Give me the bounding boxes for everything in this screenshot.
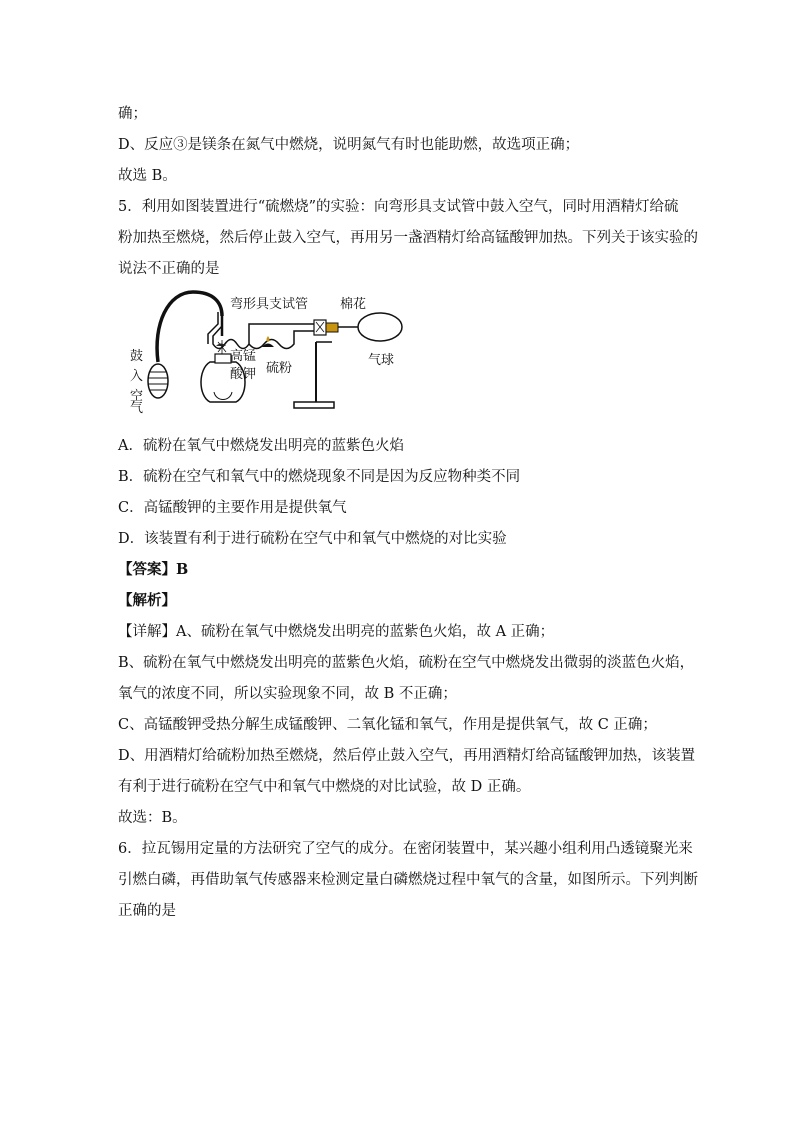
pump-bulb-icon <box>148 364 168 398</box>
air-label-2: 入 <box>130 369 144 384</box>
option-b: B．硫粉在空气和氧气中的燃烧现象不同是因为反应物种类不同 <box>118 469 521 485</box>
question-5-line-1: 5．利用如图装置进行“硫燃烧”的实验：向弯形具支试管中鼓入空气，同时用酒精灯给硫 <box>118 199 679 215</box>
explanation-line-4: C、高锰酸钾受热分解生成锰酸钾、二氧化锰和氧气，作用是提供氧气，故 C 正确； <box>118 717 657 733</box>
explanation-line-3: 氧气的浓度不同，所以实验现象不同，故 B 不正确； <box>118 686 457 702</box>
balloon-label: 气球 <box>368 353 395 368</box>
question-6-line-2: 引燃白磷，再借助氧气传感器来检测定量白磷燃烧过程中氧气的含量，如图所示。下列判断 <box>118 872 698 888</box>
tube-label: 弯形具支试管 <box>230 297 309 312</box>
apparatus-diagram <box>118 284 418 414</box>
option-c: C．高锰酸钾的主要作用是提供氧气 <box>118 500 347 516</box>
sulfur-label: 硫粉 <box>266 361 293 376</box>
question-6-line-1: 6．拉瓦锡用定量的方法研究了空气的成分。在密闭装置中，某兴趣小组利用凸透镜聚光来 <box>118 841 693 857</box>
text-line-2: D、反应③是镁条在氮气中燃烧，说明氮气有时也能助燃，故选项正确； <box>118 137 580 153</box>
text-line-3: 故选 B。 <box>118 168 177 184</box>
analysis-heading: 【解析】 <box>118 592 176 609</box>
air-label-4: 气 <box>130 401 144 414</box>
air-label-3: 空 <box>130 389 144 404</box>
option-d: D．该装置有利于进行硫粉在空气中和氧气中燃烧的对比实验 <box>118 531 507 547</box>
apparatus-figure <box>118 284 418 414</box>
question-6-line-3: 正确的是 <box>118 903 176 919</box>
option-a: A．硫粉在氧气中燃烧发出明亮的蓝紫色火焰 <box>118 438 404 454</box>
question-5-line-2: 粉加热至燃烧，然后停止鼓入空气，再用另一盏酒精灯给高锰酸钾加热。下列关于该实验的 <box>118 230 698 246</box>
text-line-1: 确； <box>118 106 147 122</box>
explanation-line-2: B、硫粉在氧气中燃烧发出明亮的蓝紫色火焰，硫粉在空气中燃烧发出微弱的淡蓝色火焰， <box>118 655 695 671</box>
cotton-label: 棉花 <box>340 297 367 312</box>
kmno4-label-1: 高锰 <box>230 349 257 364</box>
explanation-line-1: 【详解】A、硫粉在氧气中燃烧发出明亮的蓝紫色火焰，故 A 正确； <box>118 624 555 640</box>
explanation-line-5: D、用酒精灯给硫粉加热至燃烧，然后停止鼓入空气，再用酒精灯给高锰酸钾加热，该装置 <box>118 748 696 764</box>
question-5-line-3: 说法不正确的是 <box>118 261 220 277</box>
balloon-icon <box>358 313 402 341</box>
hose-icon <box>157 292 222 362</box>
air-label-1: 鼓 <box>130 349 144 364</box>
explanation-line-7: 故选：B。 <box>118 810 187 826</box>
kmno4-label-2: 酸钾 <box>230 367 257 382</box>
answer-heading: 【答案】B <box>118 561 189 578</box>
explanation-line-6: 有利于进行硫粉在空气中和氧气中燃烧的对比试验，故 D 正确。 <box>118 779 531 795</box>
